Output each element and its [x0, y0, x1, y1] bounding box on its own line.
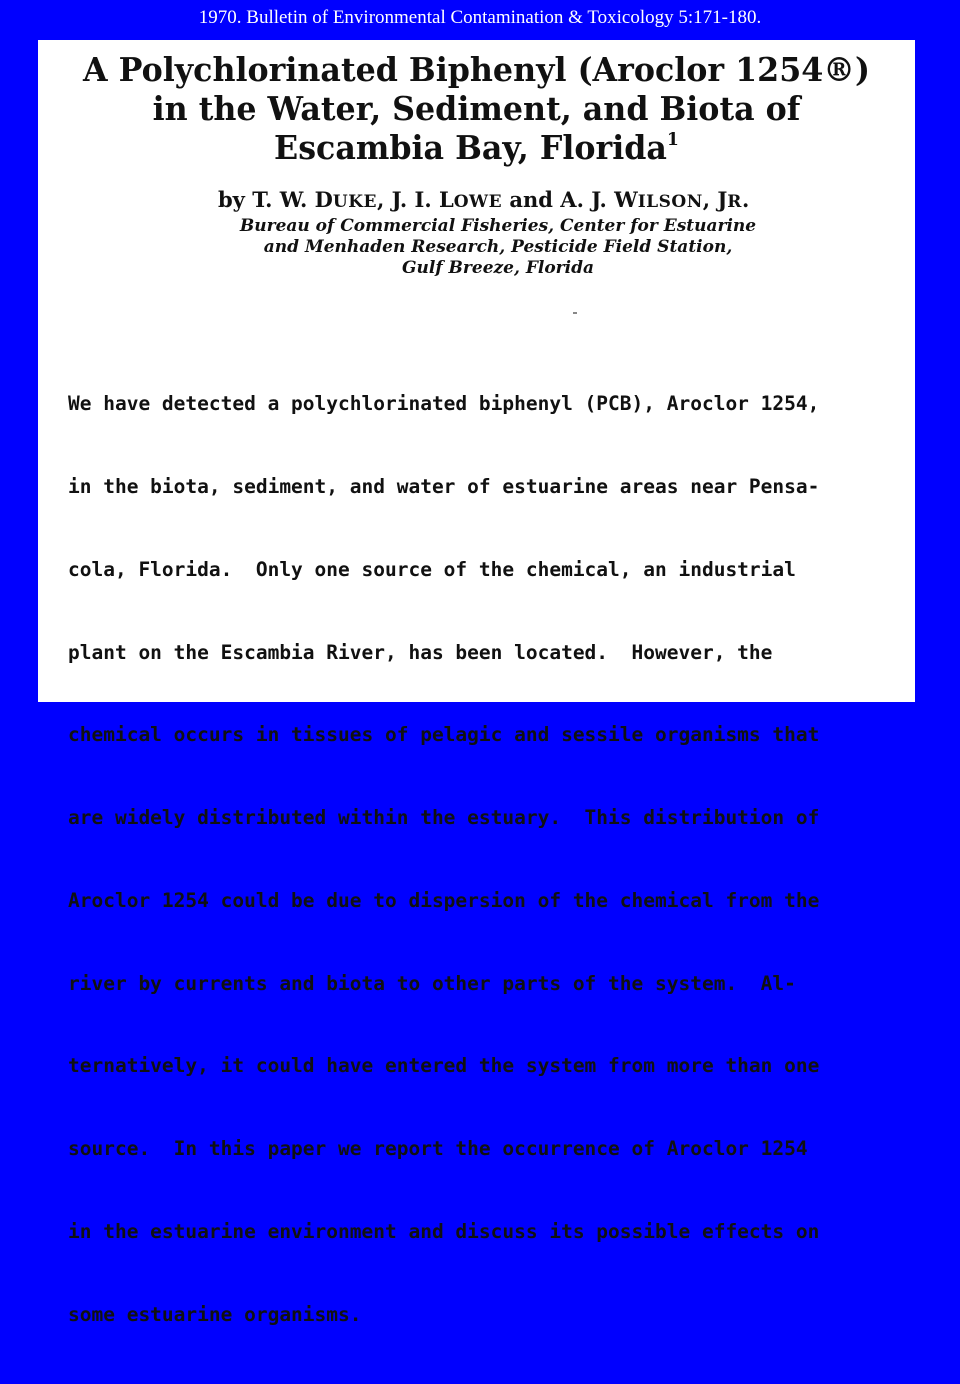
author-text: UKE: [332, 192, 377, 212]
author-text: ILSON: [637, 192, 703, 212]
title-line: in the Water, Sediment, and Biota of: [152, 89, 801, 128]
abstract-text: [68, 335, 908, 1384]
abstract-line: We have detected a polychlorinated biphenyl (PCB), Aroclor 1254,: [68, 392, 820, 416]
author-text: , J. I. L: [376, 187, 454, 212]
abstract-line: are widely distributed within the estuary. This distribution of: [68, 806, 820, 830]
abstract-line: in the estuarine environment and discuss its possible effects on: [68, 1220, 820, 1243]
title-line-text: Escambia Bay, Florida: [274, 128, 667, 167]
affiliation-line: Gulf Breeze, Florida: [401, 258, 594, 278]
author-text: OWE: [453, 192, 503, 212]
affiliation: [218, 216, 778, 279]
abstract-line: source. In this paper we report the occurrence of Aroclor 1254: [68, 1137, 808, 1161]
abstract-line: river by currents and biota to other parts of the system. Al-: [68, 971, 796, 995]
paper-scan: [38, 40, 915, 1326]
abstract-line: some estuarine organisms.: [68, 1302, 362, 1326]
author-text: , J: [702, 187, 728, 212]
abstract-line: plant on the Escambia River, has been located. However, the: [68, 640, 773, 664]
paper-title: [56, 50, 898, 167]
abstract-line: chemical occurs in tissues of pelagic and sessile organisms that: [68, 723, 820, 747]
abstract-line: cola, Florida. Only one source of the chemical, an industrial: [68, 557, 796, 581]
footnote-mark: 1: [666, 129, 679, 150]
author-by: by: [218, 187, 245, 212]
abstract-line: in the biota, sediment, and water of estuarine areas near Pensa-: [68, 474, 820, 498]
author-text: and A. J. W: [502, 187, 638, 212]
author-text: T. W. D: [252, 187, 333, 212]
affiliation-line: and Menhaden Research, Pesticide Field Station,: [263, 237, 733, 257]
affiliation-line: Bureau of Commercial Fisheries, Center for Estuarine: [239, 216, 757, 236]
author-text: R: [727, 192, 742, 212]
title-line: [56, 128, 898, 167]
author-line: [218, 187, 749, 212]
abstract-line: ternatively, it could have entered the system from more than one: [68, 1054, 820, 1078]
scan-speck: [573, 312, 577, 314]
title-line: A Polychlorinated Biphenyl (Aroclor 1254®): [83, 50, 870, 89]
author-text: .: [741, 187, 750, 212]
slide-caption: 1970. Bulletin of Environmental Contamination & Toxicology 5:171-180.: [198, 7, 762, 28]
abstract-line: Aroclor 1254 could be due to dispersion of the chemical from the: [68, 888, 820, 912]
